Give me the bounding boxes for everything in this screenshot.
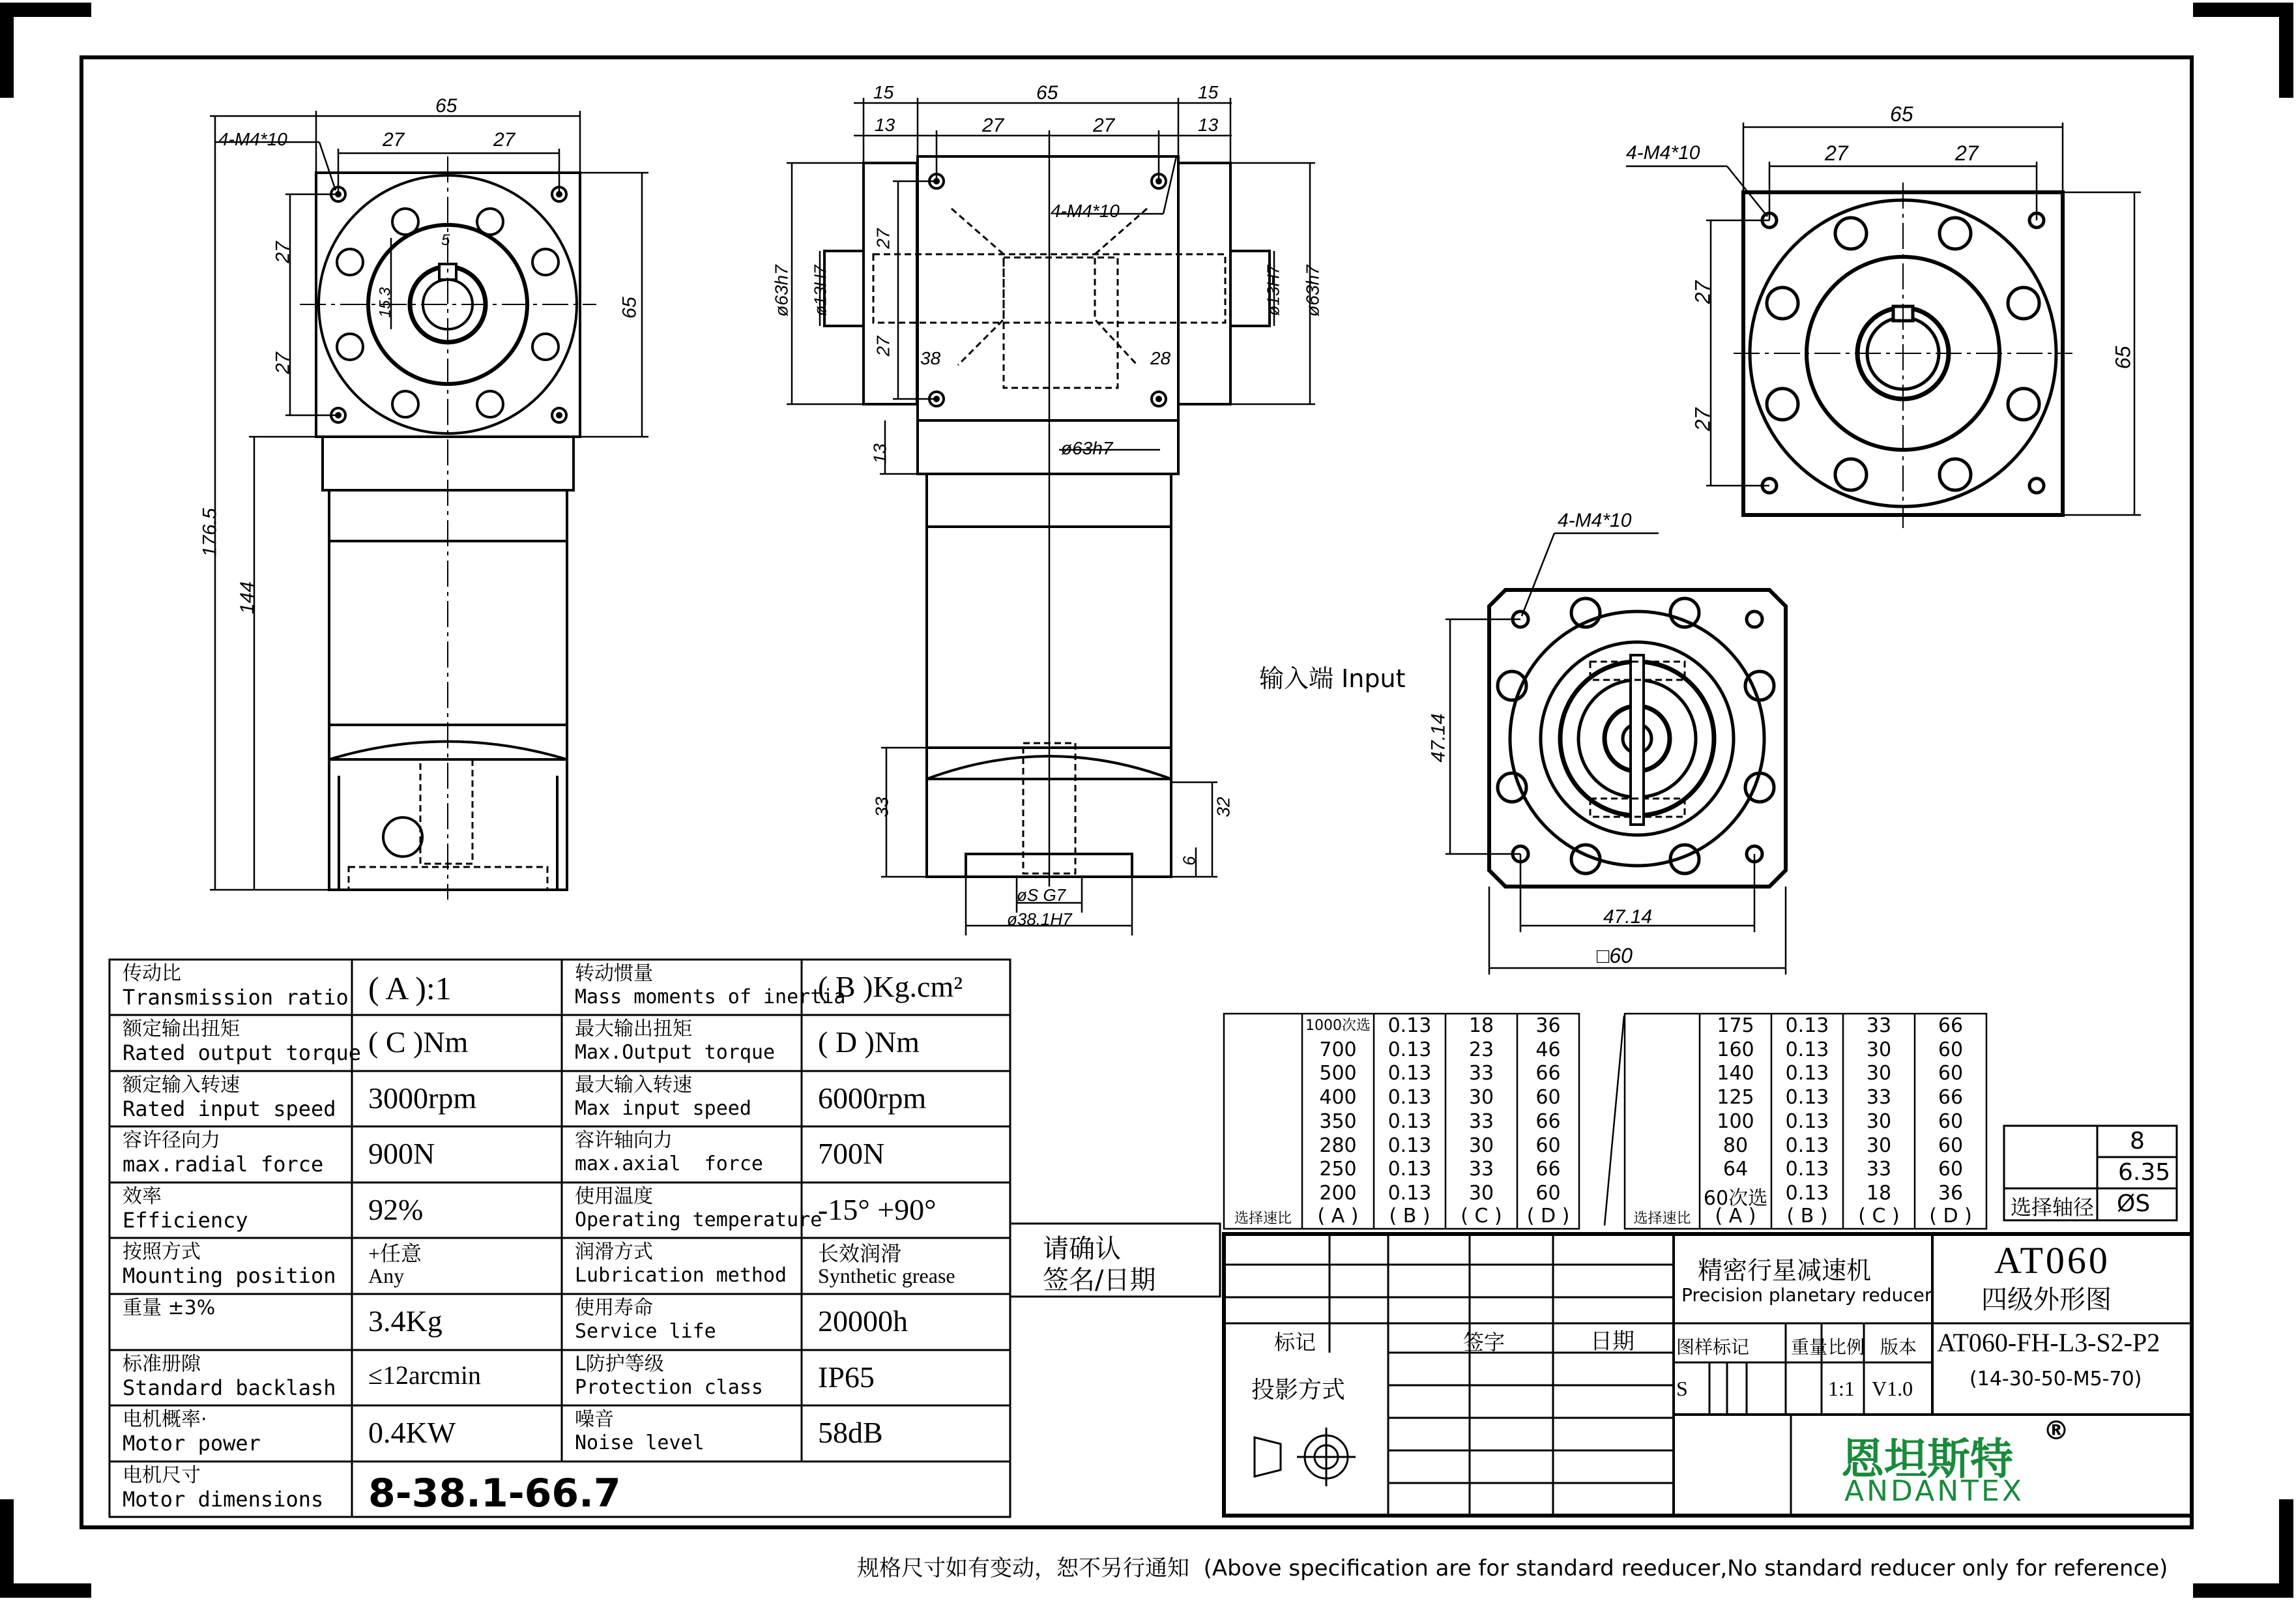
ratio-cell: 60 — [1938, 1062, 1964, 1085]
side-dim-d63b: ø63h7 — [1302, 265, 1323, 317]
ratio-cell: 23 — [1468, 1038, 1494, 1061]
ratio-cell: 66 — [1535, 1062, 1561, 1085]
spec-label-cn: 容许轴向力 — [575, 1129, 673, 1152]
spec-label-cn: 额定输出扭矩 — [123, 1018, 240, 1040]
side-view — [824, 156, 1270, 877]
tr-dim-27a: 27 — [1825, 141, 1848, 165]
tb-sign: 签字 — [1463, 1330, 1505, 1355]
ratio-cell: 60 — [1938, 1109, 1964, 1133]
ratio-cell: 33 — [1866, 1158, 1892, 1181]
ratio-cell: 200 — [1319, 1181, 1357, 1205]
ratio-cell: 0.13 — [1388, 1134, 1432, 1157]
shaft-label: 选择轴径 — [2011, 1195, 2095, 1220]
ratio-cell: 125 — [1717, 1086, 1754, 1109]
spec-label-en: Protection class — [575, 1376, 763, 1399]
spec-value: -15° +90° — [818, 1193, 937, 1226]
tr-dim-27b: 27 — [1955, 141, 1979, 165]
spec-value: ( A ):1 — [368, 970, 452, 1006]
tb-date: 日期 — [1590, 1329, 1635, 1355]
ratio-cell: 60 — [1938, 1038, 1964, 1061]
ratio-cell: 1000次选 — [1305, 1018, 1371, 1034]
tr-dim-65: 65 — [1890, 102, 1913, 126]
spec-label-cn: 转动惯量 — [575, 962, 653, 985]
tr-dim-v27a: 27 — [1691, 280, 1715, 304]
ratio-footer-cell: ( C ) — [1858, 1205, 1900, 1227]
ratio-footer-cell: ( D ) — [1526, 1205, 1570, 1227]
side-dim-38: 38 — [920, 348, 941, 368]
front-view — [300, 156, 596, 900]
ratio-cell: 0.13 — [1785, 1109, 1829, 1133]
side-dim-33: 33 — [871, 797, 892, 817]
product-cn: 精密行星减速机 — [1698, 1256, 1872, 1285]
spec-value: 700N — [818, 1137, 885, 1170]
front-dim-27a: 27 — [383, 129, 405, 151]
ratio-cell: 80 — [1722, 1134, 1749, 1157]
spec-label-cn: 效率 — [123, 1185, 162, 1208]
shaft-value-1: 8 — [2130, 1128, 2145, 1154]
ratio-cell: 46 — [1535, 1038, 1561, 1061]
spec-label-en: Standard backlash — [123, 1375, 336, 1400]
spec-label-en: Lubrication method — [575, 1264, 787, 1287]
spec-label-en: Transmission ratio — [123, 985, 349, 1010]
side-dim-d63c: ø63h7 — [1061, 438, 1113, 458]
ratio-cell: 66 — [1535, 1109, 1561, 1133]
spec-label-en: Max input speed — [575, 1097, 751, 1120]
spec-label-en: Mass moments of inertia — [575, 986, 846, 1008]
ratio-cell: 250 — [1319, 1158, 1357, 1181]
ratio-cell: 30 — [1866, 1109, 1892, 1133]
spec-label-en: Max.Output torque — [575, 1041, 776, 1064]
spec-label-en: Operating temperature — [575, 1209, 822, 1231]
spec-value: 6000rpm — [818, 1081, 927, 1115]
ratio-cell: 30 — [1468, 1181, 1494, 1205]
spec-label-en: Motor dimensions — [123, 1487, 324, 1512]
confirm-line2: 签名/日期 — [1043, 1265, 1156, 1295]
ratio-footer-cell: ( B ) — [1389, 1205, 1431, 1227]
confirm-line1: 请确认 — [1043, 1234, 1121, 1264]
side-dim-28: 28 — [1150, 348, 1171, 368]
spec-label-cn: 电机尺寸 — [123, 1464, 201, 1487]
ratio-cell: 0.13 — [1388, 1062, 1432, 1085]
side-thread-label: 4-M4*10 — [1051, 201, 1120, 221]
ratio-footer-cell: 选择速比 — [1234, 1211, 1292, 1227]
ratio-cell: 0.13 — [1785, 1158, 1829, 1181]
input-thread-label: 4-M4*10 — [1558, 510, 1632, 531]
spec-label-en: Service life — [575, 1320, 716, 1343]
spec-label-cn: 电机概率· — [123, 1408, 207, 1431]
ratio-cell: 0.13 — [1785, 1014, 1829, 1037]
spec-value: IP65 — [818, 1360, 875, 1394]
input-view — [1489, 590, 1786, 887]
ratio-cell: 60 — [1938, 1158, 1964, 1181]
ratio-cell: 0.13 — [1388, 1086, 1432, 1109]
front-dim-144: 144 — [237, 581, 259, 615]
ratio-cell: 400 — [1319, 1086, 1357, 1109]
ratio-cell: 0.13 — [1785, 1181, 1829, 1205]
spec-label-en: max.axial force — [575, 1153, 763, 1175]
spec-label-cn: 使用温度 — [575, 1185, 653, 1208]
ratio-cell: 175 — [1717, 1014, 1754, 1037]
spec-value: 3000rpm — [368, 1081, 477, 1115]
front-dim-v27a: 27 — [272, 241, 294, 263]
spec-value: ( B )Kg.cm² — [818, 970, 963, 1003]
side-dim-13b: 13 — [1198, 115, 1219, 135]
tb-h4: 版本 — [1880, 1336, 1917, 1358]
side-dim-ds: øS G7 — [1017, 885, 1066, 905]
spec-label-cn: 重量 ±3% — [123, 1297, 216, 1319]
part-number: AT060-FH-L3-S2-P2 — [1937, 1328, 2160, 1357]
ratio-cell: 700 — [1319, 1038, 1357, 1061]
front-dim-key153: 15.3 — [376, 287, 394, 318]
ratio-cell: 33 — [1468, 1109, 1494, 1133]
front-dim-65: 65 — [435, 95, 458, 117]
spec-label-cn: 容许径向力 — [123, 1129, 220, 1152]
ratio-cell: 140 — [1717, 1062, 1754, 1085]
ratio-cell: 0.13 — [1785, 1086, 1829, 1109]
side-dim-27a: 27 — [982, 115, 1004, 136]
spec-value: 长效润滑 Synthetic grease — [818, 1242, 955, 1287]
ratio-leader — [1605, 1016, 1624, 1226]
side-dim-15b: 15 — [1198, 82, 1219, 102]
ratio-cell: 33 — [1468, 1158, 1494, 1181]
spec-label-en: Mounting position — [123, 1263, 336, 1288]
spec-label-en: Motor power — [123, 1431, 261, 1456]
side-dim-32: 32 — [1213, 797, 1234, 817]
shaft-value-2: 6.35 — [2118, 1159, 2171, 1186]
projection-symbol-icon — [1255, 1428, 1356, 1486]
ratio-cell: 66 — [1938, 1086, 1964, 1109]
side-dim-d13a: ø13H7 — [810, 265, 830, 316]
tr-dim-v27b: 27 — [1691, 407, 1715, 432]
ratio-cell: 500 — [1319, 1062, 1357, 1085]
spec-label-en: Noise level — [575, 1432, 705, 1454]
front-dim-key5: 5 — [441, 231, 450, 249]
side-dim-d13b: ø13H7 — [1263, 265, 1283, 316]
ratio-cell: 0.13 — [1388, 1109, 1432, 1133]
ratio-footer-cell: ( A ) — [1715, 1205, 1756, 1227]
ratio-footer-cell: ( A ) — [1317, 1205, 1359, 1227]
ratio-cell: 30 — [1866, 1038, 1892, 1061]
ratio-cell: 280 — [1319, 1134, 1357, 1157]
side-dim-d381: ø38.1H7 — [1007, 909, 1072, 929]
spec-value: 3.4Kg — [368, 1304, 443, 1338]
spec-value: 20000h — [818, 1304, 908, 1338]
ratio-cell: 30 — [1866, 1134, 1892, 1157]
spec-value: +任意 Any — [368, 1242, 422, 1287]
shaft-value-3: ØS — [2117, 1190, 2151, 1217]
side-dim-13a: 13 — [875, 115, 895, 135]
s-mark: S — [1676, 1377, 1688, 1400]
brand-cn: 恩坦斯特 — [1841, 1434, 2013, 1484]
spec-label-cn: L防护等级 — [575, 1353, 664, 1375]
side-dim-27b: 27 — [1093, 115, 1115, 136]
ratio-cell: 0.13 — [1785, 1062, 1829, 1085]
side-view-dims — [787, 98, 1315, 935]
ratio-cell: 350 — [1319, 1109, 1357, 1133]
spec-label-cn: 润滑方式 — [575, 1241, 653, 1263]
footer-note: 规格尺寸如有变动，恕不另行通知 (Above specification are for standard reeducer,No standard reducer only for reference) — [857, 1555, 2168, 1581]
spec-label-cn: 按照方式 — [123, 1241, 201, 1263]
side-dim-15a: 15 — [873, 82, 894, 102]
ratio-cell: 0.13 — [1785, 1038, 1829, 1061]
part-sub: (14-30-50-M5-70) — [1969, 1368, 2142, 1390]
input-label: 输入端 Input — [1259, 664, 1406, 693]
spec-value: ( D )Nm — [818, 1025, 920, 1059]
ratio-cell: 64 — [1722, 1158, 1749, 1181]
version: V1.0 — [1872, 1377, 1913, 1400]
tr-dim-v65: 65 — [2111, 345, 2135, 370]
side-dim-v27b: 27 — [873, 336, 894, 357]
spec-label-cn: 噪音 — [575, 1408, 614, 1431]
spec-value: 58dB — [818, 1416, 883, 1449]
scale: 1:1 — [1828, 1377, 1855, 1400]
spec-value: ( C )Nm — [368, 1025, 469, 1059]
side-dim-65: 65 — [1036, 82, 1058, 104]
drawing-title: 四级外形图 — [1981, 1285, 2112, 1315]
input-dim-h4714: 47.14 — [1603, 906, 1653, 928]
ratio-cell: 0.13 — [1388, 1181, 1432, 1205]
ratio-cell: 33 — [1468, 1062, 1494, 1085]
brand-reg: ® — [2043, 1416, 2069, 1446]
spec-value: ≤12arcmin — [368, 1360, 482, 1390]
ratio-cell: 60次选 — [1703, 1186, 1768, 1210]
model: AT060 — [1994, 1239, 2110, 1282]
ratio-footer-cell: ( D ) — [1929, 1205, 1972, 1227]
input-dim-sq60: □60 — [1597, 944, 1633, 967]
tb-h1: 图样标记 — [1676, 1336, 1750, 1358]
spec-label-cn: 额定输入转速 — [123, 1074, 240, 1096]
ratio-footer-cell: ( B ) — [1786, 1205, 1828, 1227]
spec-label-en: Efficiency — [123, 1208, 248, 1233]
tb-h2: 重量 — [1791, 1336, 1828, 1358]
side-dim-v27a: 27 — [873, 228, 894, 249]
ratio-cell: 66 — [1535, 1158, 1561, 1181]
ratio-cell: 33 — [1866, 1014, 1892, 1037]
ratio-cell: 100 — [1717, 1109, 1754, 1133]
ratio-cell: 160 — [1717, 1038, 1754, 1061]
tb-mark: 标记 — [1274, 1330, 1316, 1355]
front-dim-1765: 176.5 — [199, 508, 221, 557]
spec-value: 900N — [368, 1137, 435, 1170]
spec-label-en: Rated output torque — [123, 1040, 362, 1065]
ratio-cell: 0.13 — [1388, 1038, 1432, 1061]
spec-value: 8-38.1-66.7 — [368, 1471, 621, 1516]
tb-projection: 投影方式 — [1251, 1377, 1346, 1403]
input-dim-v4714: 47.14 — [1427, 713, 1449, 763]
front-dim-v65: 65 — [618, 297, 641, 319]
front-dim-v27b: 27 — [272, 352, 294, 374]
spec-label-en: Rated input speed — [123, 1096, 336, 1121]
front-dim-27b: 27 — [493, 129, 516, 151]
ratio-cell: 60 — [1535, 1086, 1561, 1109]
side-dim-v13: 13 — [869, 443, 890, 464]
ratio-cell: 30 — [1866, 1062, 1892, 1085]
top-right-view — [1734, 183, 2072, 528]
product-en: Precision planetary reducer — [1681, 1284, 1932, 1306]
ratio-footer-cell: ( C ) — [1460, 1205, 1502, 1227]
ratio-cell: 36 — [1938, 1181, 1964, 1205]
spec-label-cn: 传动比 — [123, 962, 181, 985]
side-dim-d63a: ø63h7 — [771, 265, 792, 317]
ratio-cell: 0.13 — [1388, 1014, 1432, 1037]
tr-thread-label: 4-M4*10 — [1626, 142, 1700, 164]
ratio-cell: 33 — [1866, 1086, 1892, 1109]
spec-label-cn: 使用寿命 — [575, 1297, 653, 1319]
ratio-cell: 18 — [1468, 1014, 1494, 1037]
ratio-cell: 0.13 — [1388, 1158, 1432, 1181]
spec-label-cn: 最大输入转速 — [575, 1074, 692, 1096]
ratio-cell: 60 — [1535, 1134, 1561, 1157]
ratio-footer-cell: 选择速比 — [1633, 1211, 1691, 1227]
ratio-cell: 60 — [1535, 1181, 1561, 1205]
ratio-cell: 0.13 — [1785, 1134, 1829, 1157]
ratio-cell: 66 — [1938, 1014, 1964, 1037]
ratio-cell: 30 — [1468, 1134, 1494, 1157]
ratio-cell: 36 — [1535, 1014, 1561, 1037]
front-thread-label: 4-M4*10 — [218, 129, 287, 149]
ratio-cell: 60 — [1938, 1134, 1964, 1157]
spec-label-cn: 标准册隙 — [123, 1353, 201, 1375]
ratio-cell: 30 — [1468, 1086, 1494, 1109]
tb-h3: 比例 — [1828, 1336, 1865, 1358]
brand-en: ANDANTEX — [1844, 1475, 2024, 1508]
spec-value: 92% — [368, 1193, 424, 1226]
side-dim-6: 6 — [1179, 856, 1199, 866]
spec-label-cn: 最大输出扭矩 — [575, 1018, 692, 1040]
spec-label-en: max.radial force — [123, 1152, 324, 1177]
spec-value: 0.4KW — [368, 1416, 456, 1449]
ratio-cell: 18 — [1866, 1181, 1892, 1205]
